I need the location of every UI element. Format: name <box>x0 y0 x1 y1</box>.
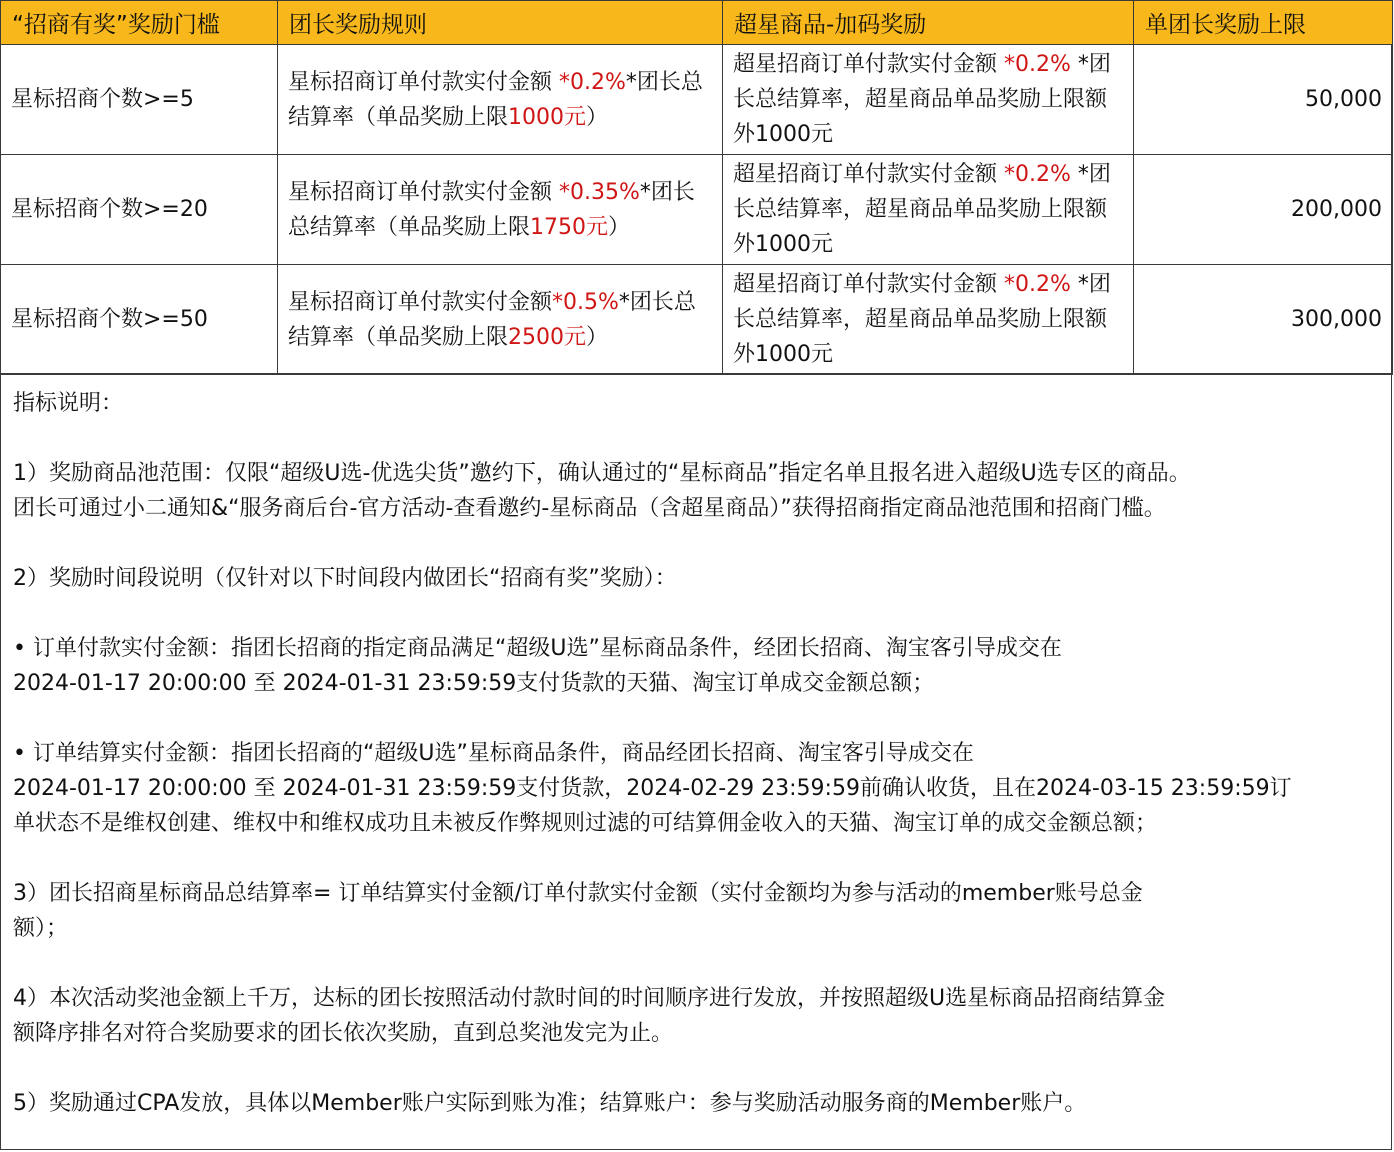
note-bullet-1-cont: 2024-01-17 20:00:00 至 2024-01-31 23:59:59支付货款的天猫、淘宝订单成交金额总额； <box>13 671 935 696</box>
cap-highlight: 1000元 <box>508 104 587 130</box>
bonus-rate-highlight: *0.2% <box>1004 272 1071 297</box>
table-header-row <box>1 1 1393 45</box>
note-item-3-cont: 额）； <box>13 916 69 941</box>
threshold-cell: 星标招商个数>=50 <box>1 265 278 375</box>
rule-cell: 星标招商订单付款实付金额*0.5%*团长总结算率（单品奖励上限2500元） <box>278 265 723 375</box>
rate-highlight: *0.2% <box>559 69 626 95</box>
bonus-rate-highlight: *0.2% <box>1004 162 1071 187</box>
header-limit: 单团长奖励上限 <box>1134 1 1393 45</box>
limit-cell: 50,000 <box>1134 45 1393 155</box>
note-item-3: 3）团长招商星标商品总结算率= 订单结算实付金额/订单付款实付金额（实付金额均为参与活动的member账号总金 <box>13 881 1143 906</box>
note-item-4-cont: 额降序排名对符合奖励要求的团长依次奖励，直到总奖池发完为止。 <box>13 1021 674 1046</box>
table-row <box>1 155 1393 265</box>
indicator-notes <box>1 373 1393 1121</box>
note-item-1-cont: 团长可通过小二通知&“服务商后台-官方活动-查看邀约-星标商品（含超星商品）”获得招商指定商品池范围和招商门槛。 <box>13 496 1166 521</box>
note-item-2: 2）奖励时间段说明（仅针对以下时间段内做团长“招商有奖”奖励）： <box>13 566 677 591</box>
threshold-cell: 星标招商个数>=20 <box>1 155 278 265</box>
cap-highlight: 2500元 <box>508 324 587 350</box>
bonus-cell: 超星招商订单付款实付金额 *0.2% *团长总结算率，超星商品单品奖励上限额外1000元 <box>723 155 1134 265</box>
header-bonus: 超星商品-加码奖励 <box>723 1 1134 45</box>
note-item-1: 1）奖励商品池范围：仅限“超级U选-优选尖货”邀约下，确认通过的“星标商品”指定名单且报名进入超级U选专区的商品。 <box>13 461 1191 486</box>
bonus-rate-highlight: *0.2% <box>1004 52 1071 77</box>
note-bullet-2: • 订单结算实付金额：指团长招商的“超级U选”星标商品条件，商品经团长招商、淘宝客引导成交在 <box>13 741 974 766</box>
bonus-cell: 超星招商订单付款实付金额 *0.2% *团长总结算率，超星商品单品奖励上限额外1000元 <box>723 45 1134 155</box>
threshold-cell: 星标招商个数>=5 <box>1 45 278 155</box>
rate-highlight: *0.35% <box>559 179 640 205</box>
header-rule: 团长奖励规则 <box>278 1 723 45</box>
rule-cell: 星标招商订单付款实付金额 *0.35%*团长总结算率（单品奖励上限1750元） <box>278 155 723 265</box>
reward-rules-table <box>0 0 1393 375</box>
limit-cell: 200,000 <box>1134 155 1393 265</box>
rule-cell: 星标招商订单付款实付金额 *0.2%*团长总结算率（单品奖励上限1000元） <box>278 45 723 155</box>
note-bullet-2-cont: 2024-01-17 20:00:00 至 2024-01-31 23:59:59支付货款，2024-02-29 23:59:59前确认收货，且在2024-03-15 23:59:59订 <box>13 776 1292 801</box>
note-item-5: 5）奖励通过CPA发放，具体以Member账户实际到账为准；结算账户：参与奖励活动服务商的Member账户。 <box>13 1091 1087 1116</box>
table-row <box>1 45 1393 155</box>
notes-heading: 指标说明： <box>13 391 124 416</box>
limit-cell: 300,000 <box>1134 265 1393 375</box>
rate-highlight: *0.5% <box>552 289 619 315</box>
cap-highlight: 1750元 <box>530 214 609 240</box>
bonus-cell: 超星招商订单付款实付金额 *0.2% *团长总结算率，超星商品单品奖励上限额外1000元 <box>723 265 1134 375</box>
header-threshold: “招商有奖”奖励门槛 <box>1 1 278 45</box>
note-bullet-2-cont: 单状态不是维权创建、维权中和维权成功且未被反作弊规则过滤的可结算佣金收入的天猫、淘宝订单的成交金额总额； <box>13 811 1158 836</box>
note-item-4: 4）本次活动奖池金额上千万，达标的团长按照活动付款时间的时间顺序进行发放，并按照超级U选星标商品招商结算金 <box>13 986 1166 1011</box>
note-bullet-1: • 订单付款实付金额：指团长招商的指定商品满足“超级U选”星标商品条件，经团长招商、淘宝客引导成交在 <box>13 636 1062 661</box>
table-row <box>1 265 1393 375</box>
